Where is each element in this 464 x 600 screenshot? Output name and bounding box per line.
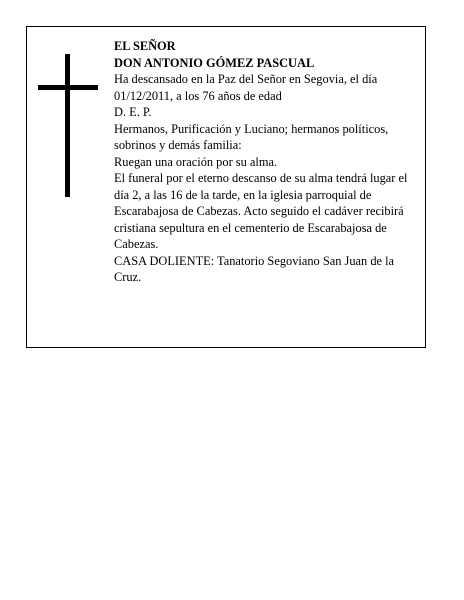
funeral-details: El funeral por el eterno descanso de su alma tendrá lugar el día 2, a las 16 de la tarde, en la iglesia parroquial de Escarabajosa de Cabezas. Acto seguido el cadáver recibirá cristiana sepultura en el cementerio de Escarabajosa de Cabezas.	[114, 171, 408, 251]
notice-title: EL SEÑOR	[114, 39, 176, 53]
death-statement: Ha descansado en la Paz del Señor en Segovia, el día 01/12/2011, a los 76 años de edad	[114, 72, 378, 103]
obituary-text	[114, 38, 420, 286]
cross-vertical-bar	[65, 54, 70, 197]
mourning-house: CASA DOLIENTE: Tanatorio Segoviano San Juan de la Cruz.	[114, 253, 395, 284]
family-text: Hermanos, Purificación y Luciano; hermanos políticos, sobrinos y demás familia:	[114, 121, 389, 152]
prayer-request: Ruegan una oración por su alma.	[114, 154, 278, 169]
rip-text: D. E. P.	[114, 105, 152, 119]
deceased-name: DON ANTONIO GÓMEZ PASCUAL	[114, 55, 315, 70]
cross-icon	[38, 54, 98, 197]
cross-horizontal-bar	[38, 85, 98, 90]
